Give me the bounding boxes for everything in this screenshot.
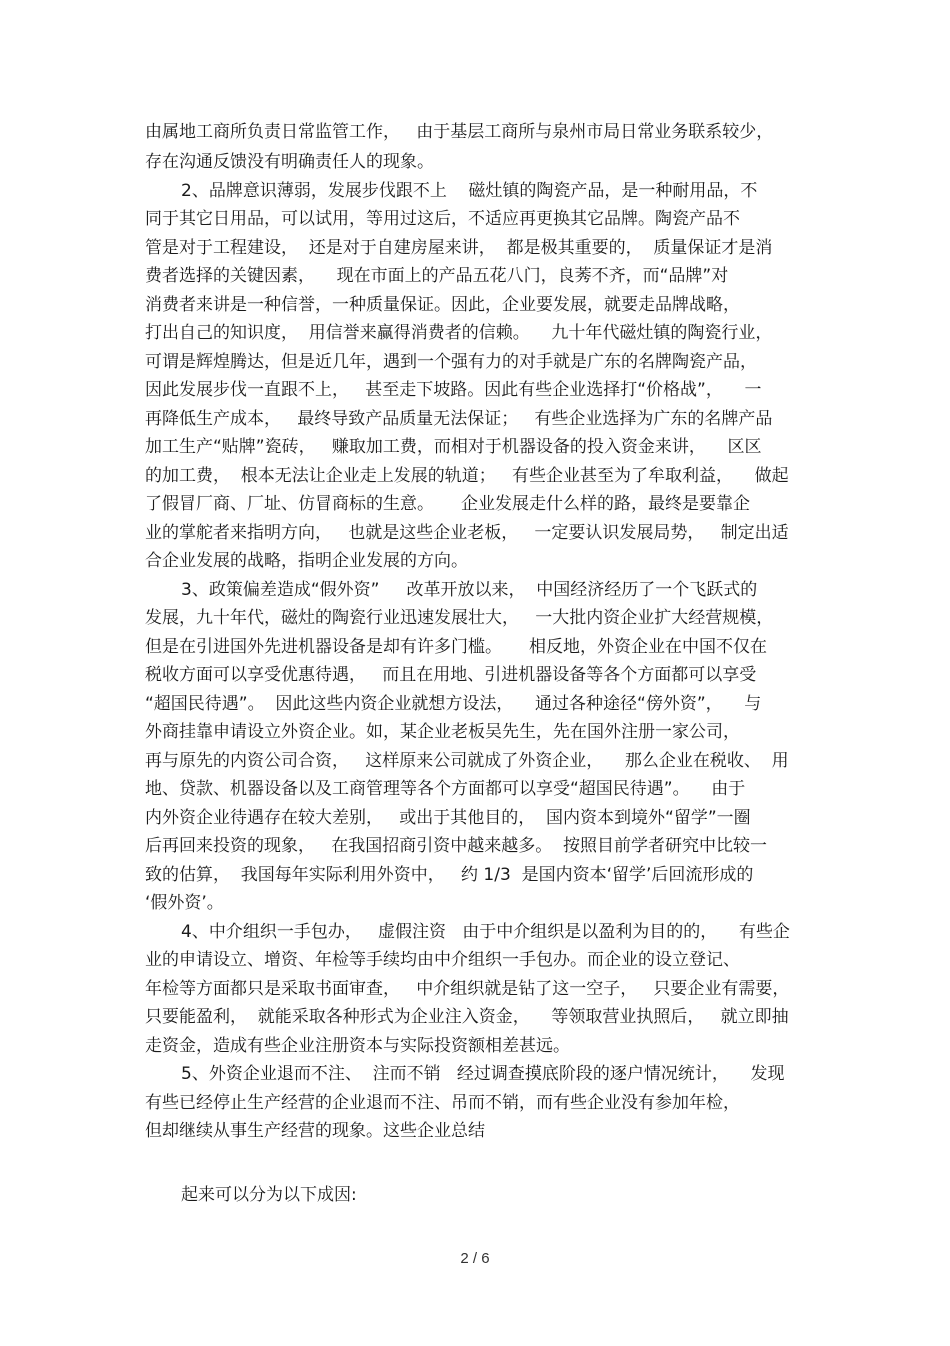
page-number: 2 / 6 xyxy=(460,1250,490,1267)
text-line: 再降低生产成本， 最终导致产品质量无法保证； 有些企业选择为广东的名牌产品 xyxy=(145,409,773,429)
text-line: 走资金，造成有些企业注册资本与实际投资额相差甚远。 xyxy=(145,1036,570,1056)
text-line: 4、中介组织一手包办， 虚假注资 由于中介组织是以盈利为目的的， 有些企 xyxy=(181,922,790,942)
text-line: 地、贷款、机器设备以及工商管理等各个方面都可以享受“超国民待遇”。 由于 xyxy=(145,779,746,799)
text-line: 因此发展步伐一直跟不上， 甚至走下坡路。因此有些企业选择打“价格战”， 一 xyxy=(145,380,762,400)
text-line: 5、外资企业退而不注、 注而不销 经过调查摸底阶段的逐户情况统计， 发现 xyxy=(181,1064,785,1084)
text-line: 致的估算， 我国每年实际利用外资中， 约 1/3 是国内资本‘留学’后回流形成的 xyxy=(145,865,754,885)
text-line: 年检等方面都只是采取书面审查， 中介组织就是钻了这一空子， 只要企业有需要， xyxy=(145,979,790,999)
text-line: 税收方面可以享受优惠待遇， 而且在用地、引进机器设备等各个方面都可以享受 xyxy=(145,665,757,685)
text-line: 但却继续从事生产经营的现象。这些企业总结 xyxy=(145,1121,485,1141)
text-line: 再与原先的内资公司合资， 这样原来公司就成了外资企业， 那么企业在税收、 用 xyxy=(145,751,789,771)
text-line: 可谓是辉煌腾达，但是近几年，遇到一个强有力的对手就是广东的名牌陶瓷产品， xyxy=(145,352,757,372)
text-line: 合企业发展的战略，指明企业发展的方向。 xyxy=(145,551,468,571)
text-line: 有些已经停止生产经营的企业退而不注、吊而不销，而有些企业没有参加年检， xyxy=(145,1093,740,1113)
text-line: ‘假外资’。 xyxy=(145,893,224,913)
text-line: 3、政策偏差造成“假外资” 改革开放以来， 中国经济经历了一个飞跃式的 xyxy=(181,580,758,600)
text-line: 了假冒厂商、厂址、仿冒商标的生意。 企业发展走什么样的路，最终是要靠企 xyxy=(145,494,751,514)
text-line: 加工生产“贴牌”瓷砖， 赚取加工费，而相对于机器设备的投入资金来讲， 区区 xyxy=(145,437,762,457)
text-line: “超国民待遇”。 因此这些内资企业就想方设法， 通过各种途径“傍外资”， 与 xyxy=(145,694,762,714)
text-line: 存在沟通反馈没有明确责任人的现象。 xyxy=(145,152,434,172)
text-line: 外商挂靠申请设立外资企业。如，某企业老板吴先生，先在国外注册一家公司， xyxy=(145,722,740,742)
text-line: 同于其它日用品，可以试用，等用过这后，不适应再更换其它品牌。陶瓷产品不 xyxy=(145,209,740,229)
text-line: 2、品牌意识薄弱，发展步伐跟不上 磁灶镇的陶瓷产品，是一种耐用品，不 xyxy=(181,181,758,201)
text-line: 业的申请设立、增资、年检等手续均由中介组织一手包办。而企业的设立登记、 xyxy=(145,950,740,970)
text-line: 打出自己的知识度， 用信誉来赢得消费者的信赖。 九十年代磁灶镇的陶瓷行业， xyxy=(145,323,773,343)
text-line: 只要能盈利， 就能采取各种形式为企业注入资金， 等领取营业执照后， 就立即抽 xyxy=(145,1007,789,1027)
text-line: 起来可以分为以下成因: xyxy=(181,1185,357,1205)
text-line: 但是在引进国外先进机器设备是却有许多门槛。 相反地，外资企业在中国不仅在 xyxy=(145,637,768,657)
text-line: 内外资企业待遇存在较大差别， 或出于其他目的， 国内资本到境外“留学”一圈 xyxy=(145,808,751,828)
text-line: 费者选择的关键因素， 现在市面上的产品五花八门，良莠不齐，而“品牌”对 xyxy=(145,266,729,286)
text-line: 业的掌舵者来指明方向， 也就是这些企业老板， 一定要认识发展局势， 制定出适 xyxy=(145,523,789,543)
text-line: 由属地工商所负责日常监管工作， 由于基层工商所与泉州市局日常业务联系较少， xyxy=(145,122,774,142)
text-line: 的加工费， 根本无法让企业走上发展的轨道； 有些企业甚至为了牟取利益， 做起 xyxy=(145,466,789,486)
text-line: 发展，九十年代，磁灶的陶瓷行业迅速发展壮大， 一大批内资企业扩大经营规模， xyxy=(145,608,774,628)
text-line: 后再回来投资的现象， 在我国招商引资中越来越多。 按照目前学者研究中比较一 xyxy=(145,836,768,856)
text-line: 消费者来讲是一种信誉，一种质量保证。因此，企业要发展，就要走品牌战略， xyxy=(145,295,740,315)
text-line: 管是对于工程建设， 还是对于自建房屋来讲， 都是极其重要的， 质量保证才是消 xyxy=(145,238,773,258)
